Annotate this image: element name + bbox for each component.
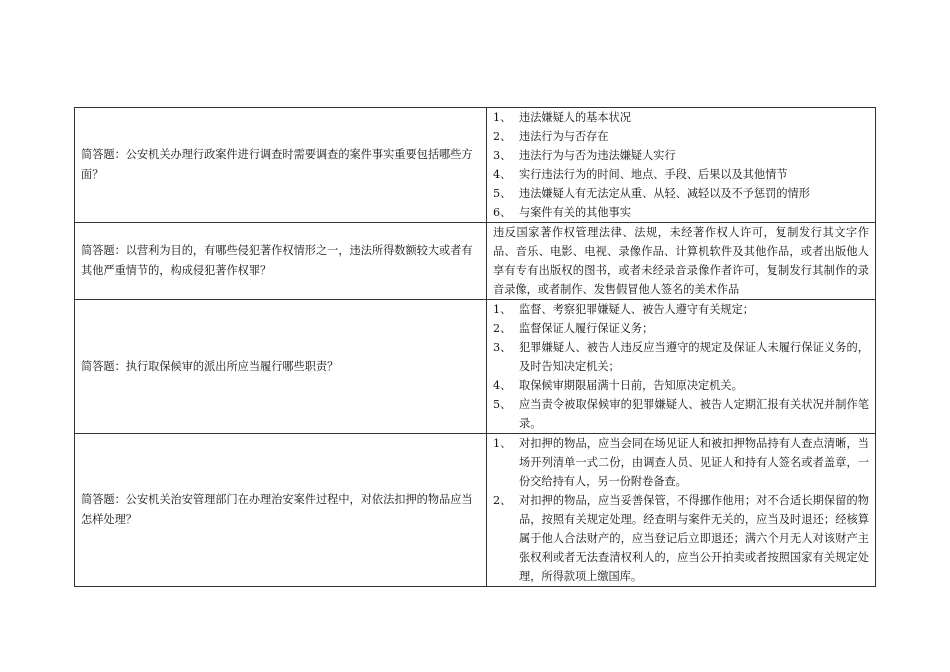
item-text: 对扣押的物品，应当会同在场见证人和被扣押物品持有人查点清晰，当场开列清单一式二份，由调查人员、见证人和持有人签名或者盖章，一份交给持有人，另一份附卷备查。 xyxy=(519,437,869,488)
question-cell xyxy=(75,434,487,587)
table-row xyxy=(75,108,876,223)
item-text: 取保候审期限届满十日前，告知原决定机关。 xyxy=(519,379,743,392)
table-row xyxy=(75,300,876,434)
answer-text: 违反国家著作权管理法律、法规，未经著作权人许可，复制发行其文字作品、音乐、电影、电视、录像作品、计算机软件及其他作品，或者出版他人享有专有出版权的图书，或者未经录音录像作者许可，复制发行其制作的录音录像，或者制作、发售假冒他人签名的美术作品 xyxy=(493,226,869,296)
list-item xyxy=(493,184,869,203)
list-item xyxy=(493,434,869,491)
item-number: 1、 xyxy=(493,303,512,316)
item-number: 1、 xyxy=(493,437,512,450)
question-cell xyxy=(75,223,487,300)
item-text: 违法行为与否为违法嫌疑人实行 xyxy=(519,149,676,162)
list-item xyxy=(493,146,869,165)
item-text: 犯罪嫌疑人、被告人违反应当遵守的规定及保证人未履行保证义务的，及时告知决定机关； xyxy=(519,341,869,373)
table-row xyxy=(75,223,876,300)
question-text: 简答题：公安机关办理行政案件进行调查时需要调查的案件事实重要包括哪些方面？ xyxy=(81,148,473,181)
item-text: 违法行为与否存在 xyxy=(519,130,609,143)
qa-table xyxy=(74,107,876,587)
question-cell xyxy=(75,108,487,223)
item-text: 违法嫌疑人有无法定从重、从轻、减轻以及不予惩罚的情形 xyxy=(519,187,810,200)
answer-cell xyxy=(487,434,876,587)
item-number: 3、 xyxy=(493,149,512,162)
question-cell xyxy=(75,300,487,434)
list-item xyxy=(493,108,869,127)
item-text: 监督、考察犯罪嫌疑人、被告人遵守有关规定； xyxy=(519,303,754,316)
list-item xyxy=(493,338,869,376)
question-text: 简答题：公安机关治安管理部门在办理治安案件过程中，对依法扣押的物品应当怎样处理？ xyxy=(81,493,473,526)
item-number: 5、 xyxy=(493,398,512,411)
list-item xyxy=(493,165,869,184)
list-item xyxy=(493,203,869,222)
item-number: 2、 xyxy=(493,322,512,335)
answer-list xyxy=(493,300,869,433)
table-row xyxy=(75,434,876,587)
item-text: 应当责令被取保候审的犯罪嫌疑人、被告人定期汇报有关状况并制作笔录。 xyxy=(519,398,869,430)
item-text: 监督保证人履行保证义务； xyxy=(519,322,654,335)
question-text: 简答题：执行取保候审的派出所应当履行哪些职责？ xyxy=(81,359,339,373)
answer-list xyxy=(493,434,869,586)
list-item xyxy=(493,376,869,395)
question-text: 简答题：以营利为目的，有哪些侵犯著作权情形之一，违法所得数额较大或者有其他严重情节的，构成侵犯著作权罪？ xyxy=(81,244,473,277)
list-item xyxy=(493,319,869,338)
list-item xyxy=(493,127,869,146)
list-item xyxy=(493,300,869,319)
answer-list xyxy=(493,108,869,222)
item-number: 6、 xyxy=(493,206,512,219)
item-number: 2、 xyxy=(493,130,512,143)
list-item xyxy=(493,491,869,586)
item-number: 1、 xyxy=(493,111,512,124)
item-number: 2、 xyxy=(493,494,512,507)
answer-cell xyxy=(487,108,876,223)
answer-cell xyxy=(487,300,876,434)
item-number: 4、 xyxy=(493,379,512,392)
item-text: 实行违法行为的时间、地点、手段、后果以及其他情节 xyxy=(519,168,788,181)
item-text: 与案件有关的其他事实 xyxy=(519,206,631,219)
item-number: 3、 xyxy=(493,341,512,354)
answer-cell xyxy=(487,223,876,300)
item-text: 违法嫌疑人的基本状况 xyxy=(519,111,631,124)
item-number: 4、 xyxy=(493,168,512,181)
list-item xyxy=(493,395,869,433)
item-number: 5、 xyxy=(493,187,512,200)
item-text: 对扣押的物品，应当妥善保管，不得挪作他用；对不合适长期保留的物品，按照有关规定处理。经查明与案件无关的，应当及时退还；经核算属于他人合法财产的，应当登记后立即退还；满六个月无人对该财产主张权利或者无法查清权利人的，应当公开拍卖或者按照国家有关规定处理，所得款项上缴国库。 xyxy=(519,494,869,583)
